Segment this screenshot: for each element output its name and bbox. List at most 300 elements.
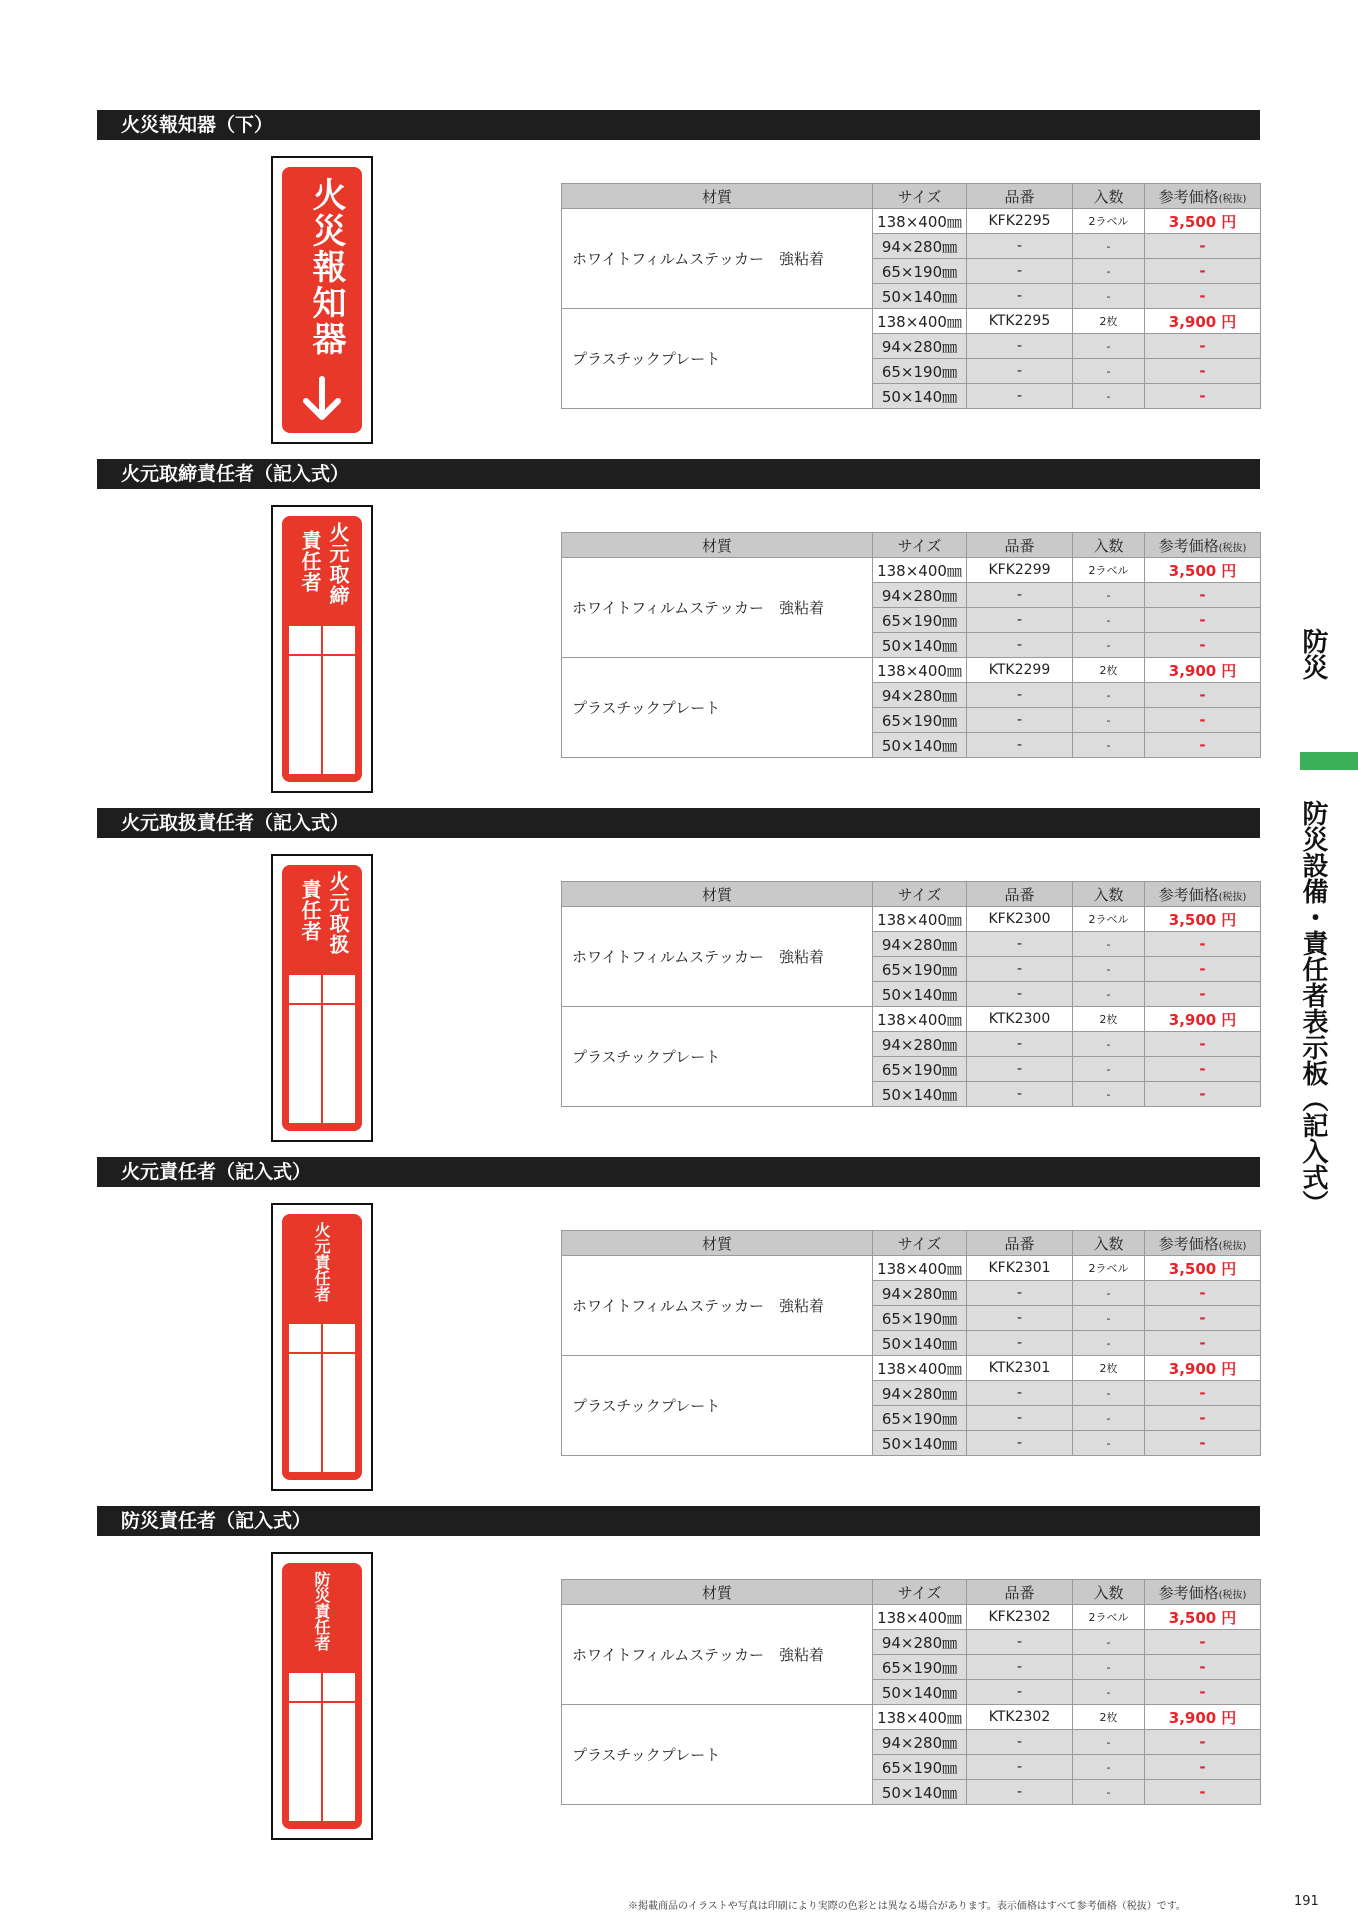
item-number-cell: -	[967, 359, 1073, 384]
material-cell: ホワイトフィルムステッカー 強粘着	[562, 1256, 873, 1356]
price-cell	[1145, 932, 1261, 957]
spec-table	[561, 1230, 1261, 1456]
header-quantity: 入数	[1073, 1580, 1145, 1605]
size-cell: 94×280㎜	[873, 1281, 967, 1306]
item-number-cell: -	[967, 982, 1073, 1007]
table-row	[562, 658, 1261, 683]
table-row	[562, 1705, 1261, 1730]
material-cell: ホワイトフィルムステッカー 強粘着	[562, 1605, 873, 1705]
box-divider-vertical	[321, 1673, 323, 1821]
product-section	[97, 459, 1260, 799]
box-divider-horizontal	[289, 654, 355, 656]
price-cell	[1145, 284, 1261, 309]
header-price-note: (税抜)	[1218, 1240, 1247, 1252]
price-value: 3,500	[1168, 1608, 1217, 1627]
material-cell: ホワイトフィルムステッカー 強粘着	[562, 907, 873, 1007]
header-price-label: 参考価格	[1158, 187, 1219, 206]
price-value: -	[1199, 1284, 1206, 1302]
price-value: -	[1199, 1035, 1206, 1053]
yen-unit: 円	[1221, 1359, 1237, 1378]
sign-image	[271, 1203, 373, 1491]
sign-write-in-box	[289, 1324, 355, 1472]
size-cell: 65×190㎜	[873, 1057, 967, 1082]
price-cell	[1145, 658, 1261, 683]
table-header-row	[562, 184, 1261, 209]
size-cell: 138×400㎜	[873, 558, 967, 583]
price-value: -	[1199, 262, 1206, 280]
size-cell: 138×400㎜	[873, 209, 967, 234]
material-cell: プラスチックプレート	[562, 1356, 873, 1456]
sign-image	[271, 156, 373, 444]
header-price	[1145, 533, 1261, 558]
yen-unit: 円	[1221, 910, 1237, 929]
sign-plate	[282, 167, 362, 433]
price-value: 3,900	[1168, 312, 1217, 331]
arrow-down-icon	[298, 375, 346, 423]
box-divider-vertical	[321, 626, 323, 774]
price-cell	[1145, 583, 1261, 608]
section-title: 火元取締責任者（記入式）	[97, 459, 1260, 489]
size-cell: 138×400㎜	[873, 1356, 967, 1381]
spec-table	[561, 1579, 1261, 1805]
size-cell: 94×280㎜	[873, 1032, 967, 1057]
item-number-cell: -	[967, 234, 1073, 259]
price-value: -	[1199, 287, 1206, 305]
size-cell: 65×190㎜	[873, 1755, 967, 1780]
size-cell: 65×190㎜	[873, 1306, 967, 1331]
header-price	[1145, 1231, 1261, 1256]
header-material: 材質	[562, 882, 873, 907]
price-value: -	[1199, 1683, 1206, 1701]
header-size: サイズ	[873, 533, 967, 558]
box-divider-horizontal	[289, 1003, 355, 1005]
sign-text: 火元取扱	[326, 871, 350, 955]
price-cell	[1145, 1331, 1261, 1356]
quantity-cell: -	[1073, 608, 1145, 633]
price-value: -	[1199, 337, 1206, 355]
quantity-cell: 2ラベル	[1073, 907, 1145, 932]
item-number-cell: -	[967, 1281, 1073, 1306]
price-cell	[1145, 1680, 1261, 1705]
item-number-cell: -	[967, 1331, 1073, 1356]
price-value: 3,900	[1168, 1708, 1217, 1727]
size-cell: 138×400㎜	[873, 1605, 967, 1630]
header-price-label: 参考価格	[1158, 536, 1219, 555]
price-cell	[1145, 907, 1261, 932]
item-number-cell: KFK2300	[967, 907, 1073, 932]
item-number-cell: -	[967, 1680, 1073, 1705]
quantity-cell: -	[1073, 359, 1145, 384]
price-cell	[1145, 558, 1261, 583]
side-subcategory-label: 防災設備・責任者表示板（記入式）	[1298, 800, 1328, 1216]
price-value: 3,900	[1168, 1359, 1217, 1378]
item-number-cell: -	[967, 1381, 1073, 1406]
yen-unit: 円	[1221, 212, 1237, 231]
price-cell	[1145, 1057, 1261, 1082]
price-value: -	[1199, 1758, 1206, 1776]
item-number-cell: -	[967, 1655, 1073, 1680]
section-title: 火災報知器（下）	[97, 110, 1260, 140]
quantity-cell: -	[1073, 633, 1145, 658]
size-cell: 138×400㎜	[873, 907, 967, 932]
category-accent-bar	[1300, 752, 1358, 770]
quantity-cell: -	[1073, 1281, 1145, 1306]
price-cell	[1145, 1381, 1261, 1406]
price-value: -	[1199, 636, 1206, 654]
price-value: -	[1199, 686, 1206, 704]
item-number-cell: -	[967, 384, 1073, 409]
price-value: 3,500	[1168, 910, 1217, 929]
material-cell: プラスチックプレート	[562, 658, 873, 758]
item-number-cell: -	[967, 284, 1073, 309]
table-row	[562, 1356, 1261, 1381]
header-size: サイズ	[873, 184, 967, 209]
price-cell	[1145, 259, 1261, 284]
item-number-cell: -	[967, 1730, 1073, 1755]
header-quantity: 入数	[1073, 533, 1145, 558]
price-value: 3,500	[1168, 212, 1217, 231]
spec-table	[561, 183, 1261, 409]
quantity-cell: -	[1073, 733, 1145, 758]
sign-write-in-box	[289, 975, 355, 1123]
size-cell: 65×190㎜	[873, 1406, 967, 1431]
size-cell: 94×280㎜	[873, 334, 967, 359]
sign-plate	[282, 1563, 362, 1829]
price-value: -	[1199, 1334, 1206, 1352]
header-item-number: 品番	[967, 533, 1073, 558]
item-number-cell: -	[967, 1630, 1073, 1655]
quantity-cell: -	[1073, 708, 1145, 733]
price-value: -	[1199, 387, 1206, 405]
section-title: 火元取扱責任者（記入式）	[97, 808, 1260, 838]
quantity-cell: -	[1073, 234, 1145, 259]
quantity-cell: -	[1073, 583, 1145, 608]
item-number-cell: KTK2301	[967, 1356, 1073, 1381]
quantity-cell: 2枚	[1073, 309, 1145, 334]
sign-write-in-box	[289, 626, 355, 774]
price-value: -	[1199, 237, 1206, 255]
header-item-number: 品番	[967, 184, 1073, 209]
size-cell: 50×140㎜	[873, 384, 967, 409]
price-cell	[1145, 708, 1261, 733]
quantity-cell: -	[1073, 1406, 1145, 1431]
price-value: -	[1199, 985, 1206, 1003]
item-number-cell: KTK2295	[967, 309, 1073, 334]
yen-unit: 円	[1221, 1259, 1237, 1278]
size-cell: 50×140㎜	[873, 633, 967, 658]
header-price	[1145, 882, 1261, 907]
material-cell: プラスチックプレート	[562, 1705, 873, 1805]
product-section	[97, 1157, 1260, 1497]
size-cell: 65×190㎜	[873, 359, 967, 384]
table-row	[562, 1605, 1261, 1630]
price-cell	[1145, 982, 1261, 1007]
price-cell	[1145, 384, 1261, 409]
product-section	[97, 110, 1260, 450]
quantity-cell: -	[1073, 284, 1145, 309]
sign-text: 火災報知器	[306, 177, 346, 357]
size-cell: 94×280㎜	[873, 683, 967, 708]
table-header-row	[562, 1231, 1261, 1256]
box-divider-horizontal	[289, 1352, 355, 1354]
material-cell: ホワイトフィルムステッカー 強粘着	[562, 209, 873, 309]
size-cell: 50×140㎜	[873, 1780, 967, 1805]
quantity-cell: -	[1073, 1057, 1145, 1082]
price-cell	[1145, 359, 1261, 384]
table-row	[562, 1007, 1261, 1032]
sign-text: 火元取締	[326, 522, 350, 606]
quantity-cell: -	[1073, 982, 1145, 1007]
price-cell	[1145, 1431, 1261, 1456]
box-divider-vertical	[321, 975, 323, 1123]
header-price-label: 参考価格	[1158, 1234, 1219, 1253]
header-material: 材質	[562, 184, 873, 209]
quantity-cell: 2枚	[1073, 658, 1145, 683]
section-title: 防災責任者（記入式）	[97, 1506, 1260, 1536]
size-cell: 94×280㎜	[873, 1381, 967, 1406]
quantity-cell: 2枚	[1073, 1356, 1145, 1381]
quantity-cell: -	[1073, 1306, 1145, 1331]
section-title: 火元責任者（記入式）	[97, 1157, 1260, 1187]
price-value: -	[1199, 611, 1206, 629]
header-price-note: (税抜)	[1218, 542, 1247, 554]
quantity-cell: -	[1073, 1630, 1145, 1655]
size-cell: 138×400㎜	[873, 309, 967, 334]
quantity-cell: -	[1073, 1655, 1145, 1680]
item-number-cell: KTK2299	[967, 658, 1073, 683]
price-value: -	[1199, 1309, 1206, 1327]
price-cell	[1145, 234, 1261, 259]
size-cell: 50×140㎜	[873, 1680, 967, 1705]
price-value: -	[1199, 1733, 1206, 1751]
size-cell: 138×400㎜	[873, 1705, 967, 1730]
price-cell	[1145, 209, 1261, 234]
size-cell: 50×140㎜	[873, 733, 967, 758]
item-number-cell: -	[967, 583, 1073, 608]
quantity-cell: 2ラベル	[1073, 1605, 1145, 1630]
price-cell	[1145, 1256, 1261, 1281]
price-cell	[1145, 1007, 1261, 1032]
sign-text: 火元責任者	[312, 1222, 331, 1302]
table-header-row	[562, 1580, 1261, 1605]
price-cell	[1145, 1630, 1261, 1655]
item-number-cell: -	[967, 1755, 1073, 1780]
price-value: -	[1199, 1085, 1206, 1103]
size-cell: 65×190㎜	[873, 608, 967, 633]
item-number-cell: KTK2302	[967, 1705, 1073, 1730]
size-cell: 50×140㎜	[873, 1431, 967, 1456]
price-cell	[1145, 633, 1261, 658]
side-category-label: 防災	[1298, 628, 1328, 680]
quantity-cell: -	[1073, 957, 1145, 982]
size-cell: 94×280㎜	[873, 1730, 967, 1755]
size-cell: 65×190㎜	[873, 1655, 967, 1680]
sign-image	[271, 854, 373, 1142]
header-price-note: (税抜)	[1218, 891, 1247, 903]
size-cell: 138×400㎜	[873, 658, 967, 683]
price-value: -	[1199, 1658, 1206, 1676]
header-price	[1145, 1580, 1261, 1605]
sign-plate	[282, 1214, 362, 1480]
price-cell	[1145, 1082, 1261, 1107]
item-number-cell: -	[967, 1780, 1073, 1805]
size-cell: 65×190㎜	[873, 957, 967, 982]
item-number-cell: -	[967, 259, 1073, 284]
item-number-cell: -	[967, 608, 1073, 633]
sign-text: 責任者	[298, 879, 322, 942]
footnote: ※掲載商品のイラストや写真は印刷により実際の色彩とは異なる場合があります。表示価格はすべて参考価格（税抜）です。	[628, 1901, 1186, 1912]
table-row	[562, 1256, 1261, 1281]
price-value: 3,900	[1168, 1010, 1217, 1029]
price-cell	[1145, 683, 1261, 708]
quantity-cell: -	[1073, 683, 1145, 708]
sign-text: 防災責任者	[312, 1571, 331, 1651]
sign-image	[271, 505, 373, 793]
header-price	[1145, 184, 1261, 209]
price-value: 3,900	[1168, 661, 1217, 680]
price-cell	[1145, 1705, 1261, 1730]
price-cell	[1145, 1755, 1261, 1780]
quantity-cell: -	[1073, 259, 1145, 284]
quantity-cell: -	[1073, 932, 1145, 957]
item-number-cell: -	[967, 683, 1073, 708]
item-number-cell: -	[967, 334, 1073, 359]
size-cell: 50×140㎜	[873, 982, 967, 1007]
price-cell	[1145, 1032, 1261, 1057]
price-value: -	[1199, 362, 1206, 380]
quantity-cell: -	[1073, 1730, 1145, 1755]
price-cell	[1145, 733, 1261, 758]
quantity-cell: -	[1073, 384, 1145, 409]
sign-image	[271, 1552, 373, 1840]
quantity-cell: 2枚	[1073, 1705, 1145, 1730]
header-quantity: 入数	[1073, 882, 1145, 907]
item-number-cell: -	[967, 633, 1073, 658]
item-number-cell: -	[967, 957, 1073, 982]
table-header-row	[562, 882, 1261, 907]
sign-write-in-box	[289, 1673, 355, 1821]
header-price-note: (税抜)	[1218, 193, 1247, 205]
price-cell	[1145, 1406, 1261, 1431]
spec-table	[561, 532, 1261, 758]
size-cell: 94×280㎜	[873, 234, 967, 259]
price-value: -	[1199, 1409, 1206, 1427]
header-size: サイズ	[873, 882, 967, 907]
item-number-cell: KFK2301	[967, 1256, 1073, 1281]
header-price-note: (税抜)	[1218, 1589, 1247, 1601]
yen-unit: 円	[1221, 312, 1237, 331]
material-cell: プラスチックプレート	[562, 309, 873, 409]
size-cell: 138×400㎜	[873, 1256, 967, 1281]
sign-plate	[282, 865, 362, 1131]
price-value: -	[1199, 1783, 1206, 1801]
header-material: 材質	[562, 533, 873, 558]
price-value: -	[1199, 736, 1206, 754]
yen-unit: 円	[1221, 1708, 1237, 1727]
price-value: -	[1199, 935, 1206, 953]
price-cell	[1145, 1306, 1261, 1331]
quantity-cell: 2ラベル	[1073, 1256, 1145, 1281]
quantity-cell: -	[1073, 1680, 1145, 1705]
item-number-cell: KFK2295	[967, 209, 1073, 234]
item-number-cell: KFK2299	[967, 558, 1073, 583]
material-cell: プラスチックプレート	[562, 1007, 873, 1107]
size-cell: 65×190㎜	[873, 259, 967, 284]
size-cell: 94×280㎜	[873, 1630, 967, 1655]
item-number-cell: KFK2302	[967, 1605, 1073, 1630]
header-material: 材質	[562, 1580, 873, 1605]
product-section	[97, 808, 1260, 1148]
price-value: 3,500	[1168, 561, 1217, 580]
price-value: -	[1199, 1633, 1206, 1651]
size-cell: 138×400㎜	[873, 1007, 967, 1032]
header-quantity: 入数	[1073, 184, 1145, 209]
item-number-cell: -	[967, 1082, 1073, 1107]
header-size: サイズ	[873, 1231, 967, 1256]
item-number-cell: -	[967, 733, 1073, 758]
header-price-label: 参考価格	[1158, 1583, 1219, 1602]
quantity-cell: -	[1073, 1431, 1145, 1456]
item-number-cell: -	[967, 1032, 1073, 1057]
table-header-row	[562, 533, 1261, 558]
yen-unit: 円	[1221, 661, 1237, 680]
item-number-cell: -	[967, 1306, 1073, 1331]
item-number-cell: -	[967, 1057, 1073, 1082]
price-value: -	[1199, 1060, 1206, 1078]
price-value: -	[1199, 1434, 1206, 1452]
quantity-cell: -	[1073, 334, 1145, 359]
yen-unit: 円	[1221, 1608, 1237, 1627]
size-cell: 65×190㎜	[873, 708, 967, 733]
material-cell: ホワイトフィルムステッカー 強粘着	[562, 558, 873, 658]
header-material: 材質	[562, 1231, 873, 1256]
price-cell	[1145, 1281, 1261, 1306]
table-row	[562, 558, 1261, 583]
quantity-cell: 2ラベル	[1073, 558, 1145, 583]
quantity-cell: -	[1073, 1780, 1145, 1805]
item-number-cell: -	[967, 1431, 1073, 1456]
price-cell	[1145, 608, 1261, 633]
price-cell	[1145, 1356, 1261, 1381]
item-number-cell: -	[967, 708, 1073, 733]
sign-text: 責任者	[298, 530, 322, 593]
header-item-number: 品番	[967, 1231, 1073, 1256]
price-value: -	[1199, 711, 1206, 729]
price-cell	[1145, 957, 1261, 982]
price-value: -	[1199, 1384, 1206, 1402]
page-number: 191	[1294, 1894, 1319, 1909]
quantity-cell: -	[1073, 1331, 1145, 1356]
spec-table	[561, 881, 1261, 1107]
table-row	[562, 309, 1261, 334]
header-item-number: 品番	[967, 882, 1073, 907]
quantity-cell: 2ラベル	[1073, 209, 1145, 234]
size-cell: 94×280㎜	[873, 583, 967, 608]
quantity-cell: -	[1073, 1381, 1145, 1406]
product-section	[97, 1506, 1260, 1846]
quantity-cell: -	[1073, 1755, 1145, 1780]
price-cell	[1145, 309, 1261, 334]
size-cell: 94×280㎜	[873, 932, 967, 957]
table-row	[562, 209, 1261, 234]
price-cell	[1145, 1605, 1261, 1630]
size-cell: 50×140㎜	[873, 284, 967, 309]
price-cell	[1145, 1730, 1261, 1755]
header-item-number: 品番	[967, 1580, 1073, 1605]
price-value: 3,500	[1168, 1259, 1217, 1278]
item-number-cell: -	[967, 1406, 1073, 1431]
quantity-cell: -	[1073, 1082, 1145, 1107]
